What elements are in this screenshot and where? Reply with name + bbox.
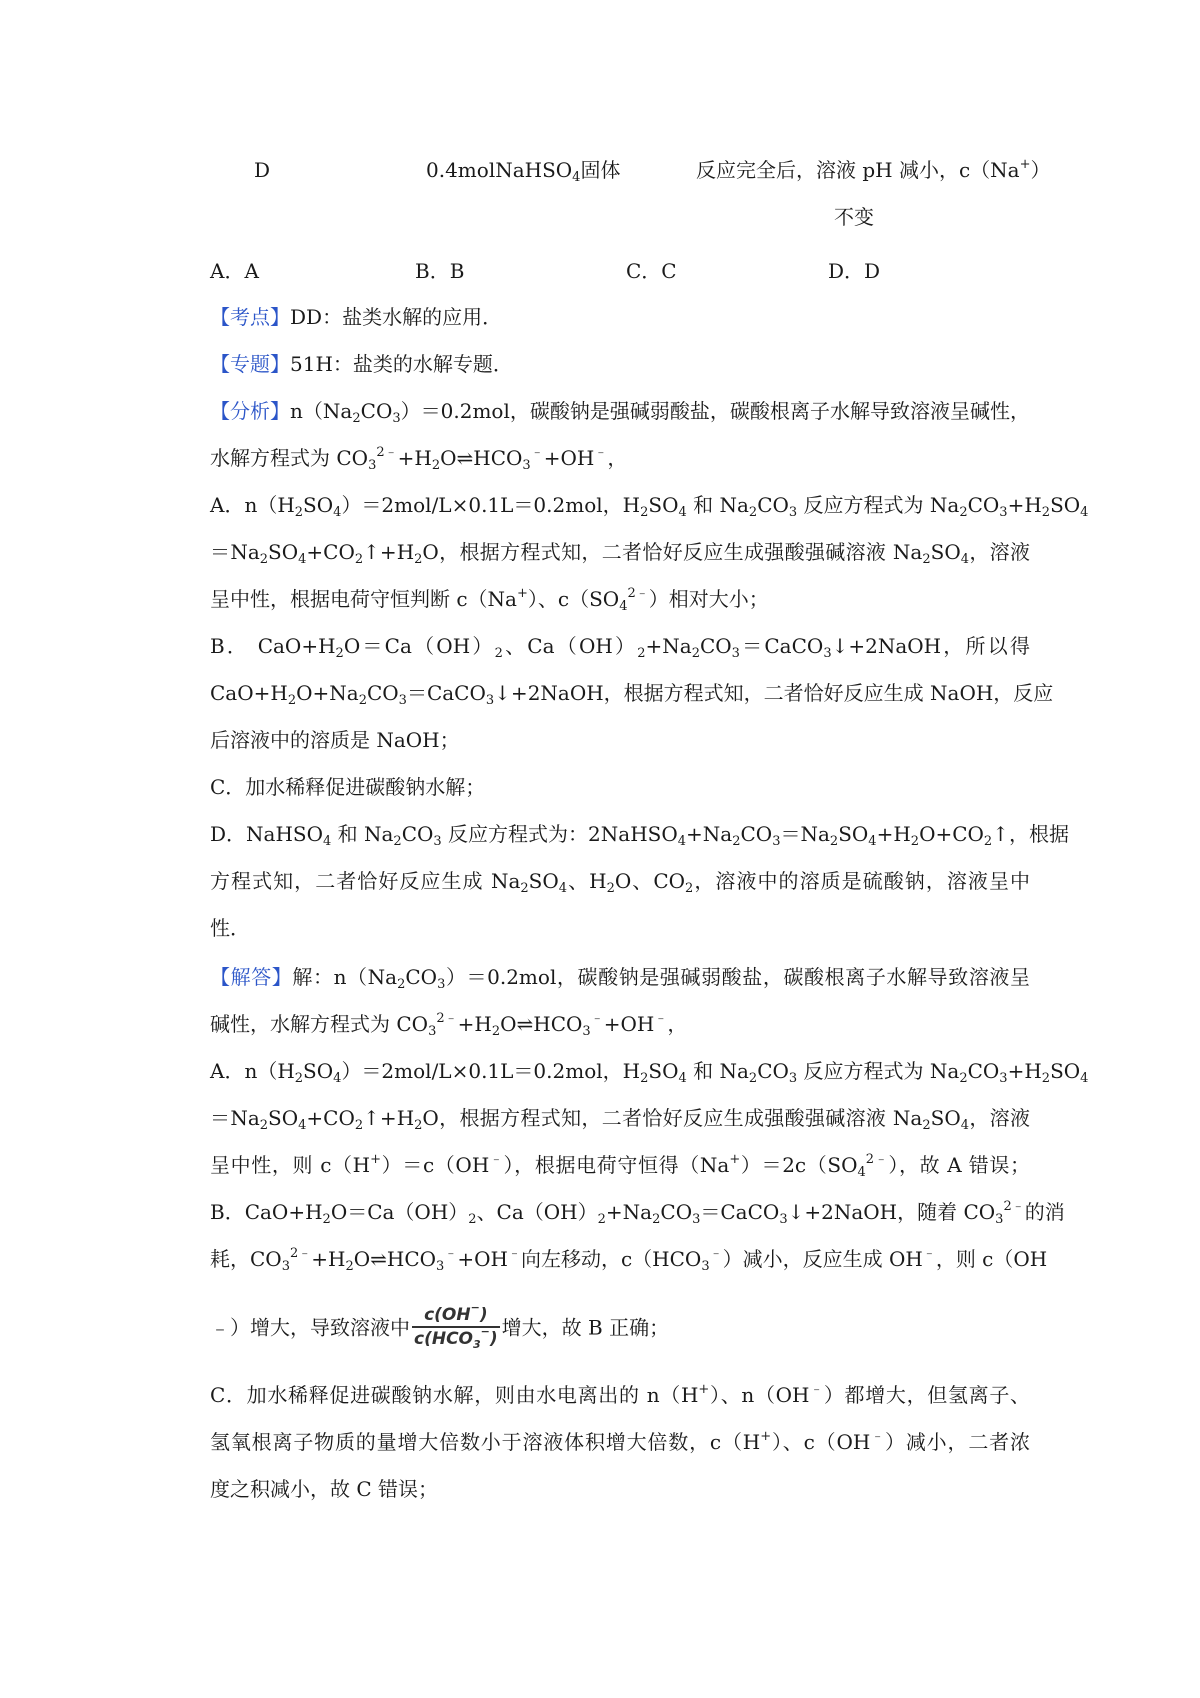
fenxi-line-2: 水解方程式为 $CO_3^{2﹣}+H_2O\rightleftharpoons HCO_3^﹣+OH^﹣$， [210, 445, 628, 473]
fenxi-tag: 【分析】 [210, 399, 291, 423]
jieda-line-9: C．加水稀释促进碳酸钠水解，则由水电离出的 n（H+）、n（OH﹣）都增大，但氢离子、 [210, 1382, 1031, 1407]
table-conclusion-line2: 不变 [834, 205, 874, 229]
fenxi-line-1: 【分析】$n(Na_2CO_3)=0.2mol$，碳酸钠是强碱弱酸盐，碳酸根离子水解导致溶液呈碱性， [210, 399, 1031, 426]
fenxi-line-3: A．$n(H_2SO_4)=2mol/L\times 0.1L=0.2mol$，$H_2SO_4$ 和 $Na_2CO_3$ 反应方程式为 $Na_2CO_3+H_2SO_4$ [210, 493, 1089, 520]
fraction-denominator: $c(HCO_3^-)$ [414, 1325, 498, 1351]
jieda-line-8: ﹣）增大，导致溶液中 $\frac{c(OH^-)}{c(HCO_3^-)}$ 增大，故 B 正确； [210, 1301, 670, 1351]
kaodian-text: DD：盐类水解的应用． [290, 305, 503, 329]
choice-a: A．A [210, 259, 259, 283]
jieda-line-1: 【解答】解：$n(Na_2CO_3)=0.2mol$，碳酸钠是强碱弱酸盐，碳酸根离子水解导致溶液呈 [210, 965, 1031, 992]
fenxi-line-6: B． $CaO+H_2O=Ca(OH)_2$、$Ca(OH)_2+Na_2CO_3=CaCO_3↓+2NaOH$，所以得 [210, 634, 1030, 661]
table-conclusion-line1: 反应完全后，溶液 pH 减小，c（Na+） [696, 157, 1051, 182]
kaodian-tag: 【考点】 [210, 305, 290, 329]
fenxi-line-5: 呈中性，根据电荷守恒判断 c（Na+）、$c(SO_4^{2﹣})$相对大小； [210, 586, 769, 614]
jieda-line-11: 度之积减小，故 C 错误； [210, 1477, 439, 1501]
jieda-line-10: 氢氧根离子物质的量增大倍数小于溶液体积增大倍数，c（H+）、c（OH﹣）减小，二者浓 [210, 1429, 1030, 1454]
kaodian-line [210, 302, 1030, 332]
fenxi-line-4: $=Na_2SO_4+CO_2↑+H_2O$，根据方程式知，二者恰好反应生成强酸强碱溶液 $Na_2SO_4$，溶液 [210, 540, 1030, 567]
jieda-line-3: A．$n(H_2SO_4)=2mol/L\times 0.1L=0.2mol$，$H_2SO_4$ 和 $Na_2CO_3$ 反应方程式为 $Na_2CO_3+H_2SO_4$ [210, 1059, 1089, 1086]
zhuanti-line [210, 349, 1030, 379]
ratio-fraction [412, 1301, 500, 1351]
fenxi-line-10: D．NaHSO$_4$ 和 $Na_2CO_3$ 反应方程式为：$2NaHSO_4+Na_2CO_3=Na_2SO_4+H_2O+CO_2↑$，根据 [210, 822, 1069, 849]
jieda-line-7: 耗，$CO_3^{2﹣}+H_2O\rightleftharpoons HCO_3^﹣+OH^﹣$向左移动，$c(HCO_3^﹣)$减小，反应生成 OH﹣，则 c（OH [210, 1246, 1048, 1274]
jieda-line-4: $=Na_2SO_4+CO_2↑+H_2O$，根据方程式知，二者恰好反应生成强酸强碱溶液 $Na_2SO_4$，溶液 [210, 1106, 1030, 1133]
fenxi-line-8: 后溶液中的溶质是 NaOH； [210, 728, 460, 752]
choice-c: C．C [626, 259, 677, 283]
fenxi-line-9: C．加水稀释促进碳酸钠水解； [210, 775, 486, 799]
table-option-d: D [254, 158, 271, 182]
table-added-substance: 0.4molNaHSO$_4$固体 [426, 158, 621, 185]
fenxi-line-11: 方程式知，二者恰好反应生成 $Na_2SO_4$、$H_2O$、$CO_2$，溶液中的溶质是硫酸钠，溶液呈中 [210, 869, 1030, 896]
fraction-numerator: c(OH−) [412, 1304, 500, 1328]
choice-b: B．B [415, 259, 465, 283]
jieda-line-2: 碱性，水解方程式为 $CO_3^{2﹣}+H_2O\rightleftharpoons HCO_3^﹣+OH^﹣$， [210, 1011, 688, 1039]
jieda-line-5: 呈中性，则 c（H+）＝c（OH﹣），根据电荷守恒得$(Na^+)=2c(SO_4^{2﹣})$，故 A 错误； [210, 1152, 1030, 1180]
fenxi-line-7: $CaO+H_2O+Na_2CO_3=CaCO_3↓+2NaOH$，根据方程式知，二者恰好反应生成 NaOH，反应 [210, 681, 1054, 708]
jieda-tag: 【解答】 [210, 965, 293, 989]
zhuanti-tag: 【专题】 [210, 352, 290, 376]
jieda-line-6: B．$CaO+H_2O=Ca(OH)_2$、$Ca(OH)_2+Na_2CO_3=CaCO_3↓+2NaOH$，随着 $CO_3^{2﹣}$的消 [210, 1199, 1065, 1227]
fenxi-line-12: 性． [210, 916, 250, 940]
zhuanti-text: 51H：盐类的水解专题． [290, 352, 513, 376]
choice-d: D．D [828, 259, 881, 283]
